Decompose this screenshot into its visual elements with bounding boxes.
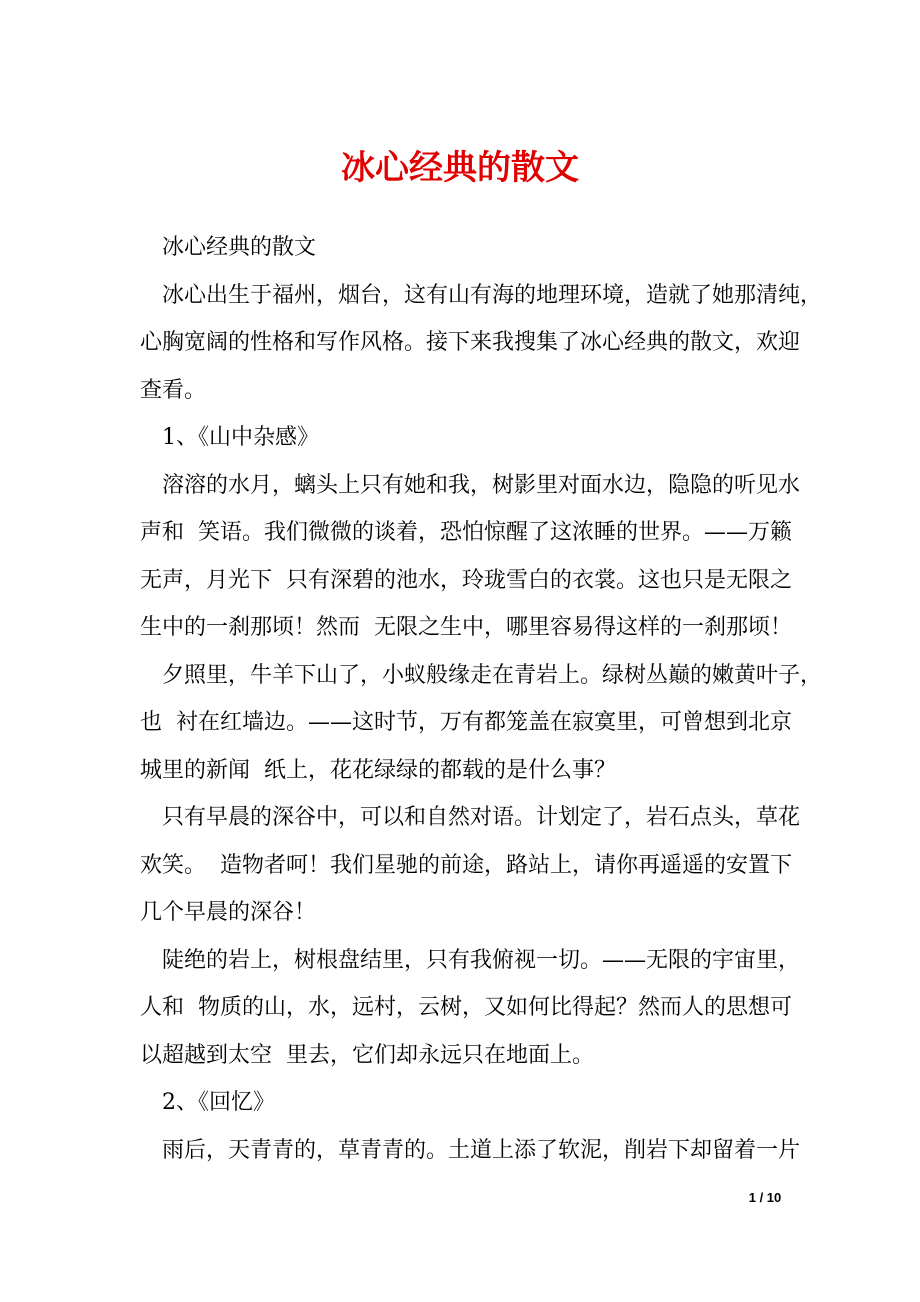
text-line: 心胸宽阔的性格和写作风格。接下来我搜集了冰心经典的散文，欢迎 [140,330,801,355]
paragraph-heading-repeat [140,224,780,272]
paragraph-intro [140,272,823,415]
text-line: 几个早晨的深谷！ [140,900,317,925]
text-line: 城里的新闻 纸上，花花绿绿的都载的是什么事？ [140,757,616,783]
text-line: 人和 物质的山，水，远村，云树，又如何比得起？然而人的思想可 [140,995,792,1020]
text-line: 声和 笑语。我们微微的谈着，恐怕惊醒了这浓睡的世界。——万籁 [140,520,792,545]
text-line: 溶溶的水月，螭头上只有她和我，树影里对面水边，隐隐的听见水 [162,472,801,498]
paragraph [140,462,801,652]
text-line: 冰心出生于福州，烟台，这有山有海的地理环境，造就了她那清纯， [162,282,823,308]
text-line: 只有早晨的深谷中，可以和自然对语。计划定了，岩石点头，草花 [162,805,801,830]
page-number: 1 / 10 [748,1190,782,1205]
text-line: 夕照里，牛羊下山了，小蚁般缘走在青岩上。绿树丛巅的嫩黄叶子， [162,662,823,688]
text-line: 查看。 [140,377,207,403]
text-line: 1、《山中杂感》 [162,425,319,450]
paragraph [140,794,801,937]
page-title: 冰心经典的散文 [341,148,579,188]
text-line: 无声，月光下 只有深碧的池水，玲珑雪白的衣裳。这也只是无限之 [140,567,792,593]
text-line: 欢笑。 造物者呵！我们星驰的前途，路站上，请你再遥遥的安置下 [140,852,792,878]
text-line: 陡绝的岩上，树根盘结里，只有我俯视一切。——无限的宇宙里， [162,947,801,973]
section-heading-2 [140,1079,780,1127]
text-line: 生中的一刹那顷！然而 无限之生中，哪里容易得这样的一刹那顷！ [140,615,792,640]
text-line: 冰心经典的散文 [162,235,317,260]
text-line: 2、《回忆》 [162,1090,275,1115]
paragraph [140,937,801,1080]
paragraph [140,1127,801,1175]
text-line: 以超越到太空 里去，它们却永远只在地面上。 [140,1042,594,1068]
text-line: 也 衬在红墙边。——这时节，万有都笼盖在寂寞里，可曾想到北京 [140,710,792,735]
paragraph [140,652,823,795]
section-heading-1 [140,414,780,462]
text-line: 雨后，天青青的，草青青的。土道上添了软泥，削岩下却留着一片 [162,1137,801,1163]
document-body [140,224,823,1174]
